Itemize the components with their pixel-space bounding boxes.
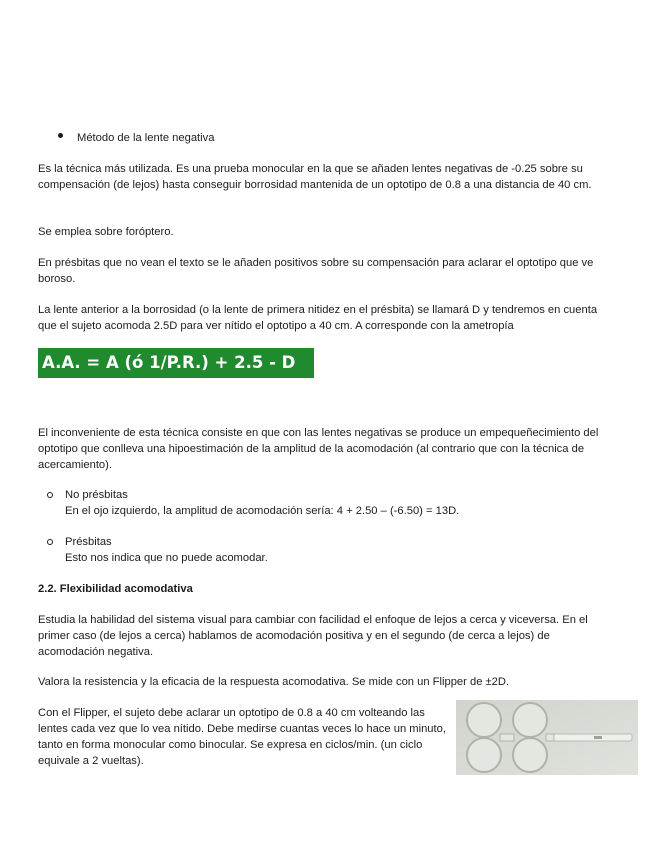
drawback-paragraph: El inconveniente de esta técnica consiste en que con las lentes negativas se produce un empequeñecimiento del optotipo que conlleva una hipoestimación de la amplitud de la acomodación (al contrario que con la técnica de acercamiento). [38, 427, 599, 471]
resistance-paragraph: Valora la resistencia y la eficacia de la respuesta acomodativa. Se mide con un Flipper de ±2D. [38, 676, 510, 688]
item-nopresbyopes-text: En el ojo izquierdo, la amplitud de acomodación sería: 4 + 2.50 – (-6.50) = 13D. [65, 505, 460, 517]
circle-bullet-icon [47, 539, 53, 545]
flipper-paragraph: Con el Flipper, el sujeto debe aclarar un optotipo de 0.8 a 40 cm volteando las lentes cada vez que lo vea nítido. Debe medirse cuantas veces lo hace un minuto, tanto en forma monocular como binocular. Se expresa en ciclos/min. (un ciclo equivale a 2 vueltas). [38, 707, 446, 767]
flipper-image [456, 700, 638, 775]
formula-box: A.A. = A (ó 1/P.R.) + 2.5 - D [38, 348, 314, 378]
lens-paragraph: La lente anterior a la borrosidad (o la lente de primera nitidez en el présbita) se llamará D y tendremos en cuenta que el sujeto acomoda 2.5D para ver nítido el optotipo a 40 cm. A corresponde con la ametropía [38, 304, 598, 332]
presbyopes-paragraph: En présbitas que no vean el texto se le añaden positivos sobre su compensación para aclarar el optotipo que ve boroso. [38, 257, 594, 285]
section-heading: 2.2. Flexibilidad acomodativa [38, 583, 193, 595]
item-nopresbyopes-title: No présbitas [65, 489, 128, 501]
circle-bullet-icon [47, 492, 53, 498]
bullet-icon [58, 133, 63, 138]
intro-paragraph: Es la técnica más utilizada. Es una prueba monocular en la que se añaden lentes negativas de -0.25 sobre su compensación (de lejos) hasta conseguir borrosidad mantenida de un optotipo de 0.8 a una distancia de 40 cm. [38, 163, 592, 191]
phoropter-paragraph: Se emplea sobre foróptero. [38, 226, 174, 238]
flexibility-paragraph: Estudia la habilidad del sistema visual para cambiar con facilidad el enfoque de lejos a cerca y viceversa. En el primer caso (de lejos a cerca) hablamos de acomodación positiva y en el segundo (de cerca a lejos) de acomodación negativa. [38, 614, 588, 658]
item-presbyopes-text: Esto nos indica que no puede acomodar. [65, 552, 268, 564]
item-presbyopes-title: Présbitas [65, 536, 112, 548]
method-bullet-text: Método de la lente negativa [77, 132, 215, 144]
